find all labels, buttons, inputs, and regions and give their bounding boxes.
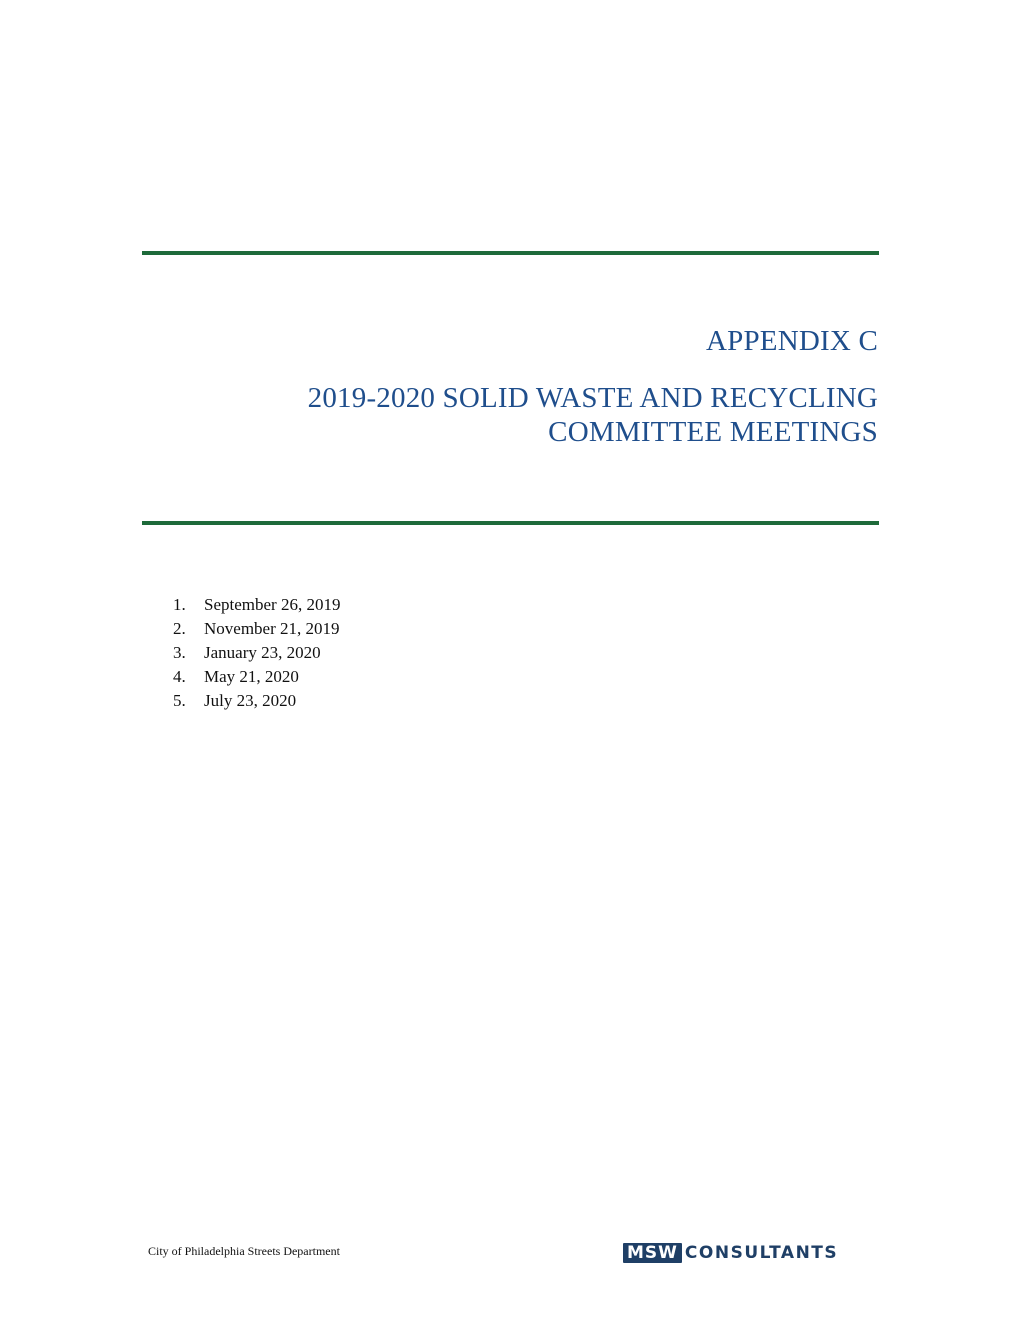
list-item-date: May 21, 2020 <box>204 667 299 686</box>
subtitle-line-2: COMMITTEE MEETINGS <box>548 416 878 448</box>
top-divider <box>142 251 879 255</box>
title-block <box>142 324 878 449</box>
list-item-date: September 26, 2019 <box>204 595 341 614</box>
logo-consultants-text: CONSULTANTS <box>684 1243 839 1263</box>
list-item-number: 2. <box>173 619 186 638</box>
list-item-number: 4. <box>173 667 186 686</box>
list-item-number: 5. <box>173 691 186 710</box>
list-item <box>173 593 340 617</box>
meeting-list <box>173 593 340 713</box>
bottom-divider <box>142 521 879 525</box>
list-item-date: January 23, 2020 <box>204 643 321 662</box>
subtitle-line-1: 2019-2020 SOLID WASTE AND RECYCLING <box>307 382 878 414</box>
list-item <box>173 641 340 665</box>
list-item <box>173 689 340 713</box>
list-item-number: 3. <box>173 643 186 662</box>
appendix-title: APPENDIX C <box>706 325 878 357</box>
logo-msw-box: MSW <box>623 1243 682 1263</box>
list-item-number: 1. <box>173 595 186 614</box>
msw-consultants-logo <box>623 1242 838 1264</box>
list-item <box>173 665 340 689</box>
list-item-date: November 21, 2019 <box>204 619 340 638</box>
list-item <box>173 617 340 641</box>
footer-organization: City of Philadelphia Streets Department <box>148 1244 340 1258</box>
list-item-date: July 23, 2020 <box>204 691 297 710</box>
